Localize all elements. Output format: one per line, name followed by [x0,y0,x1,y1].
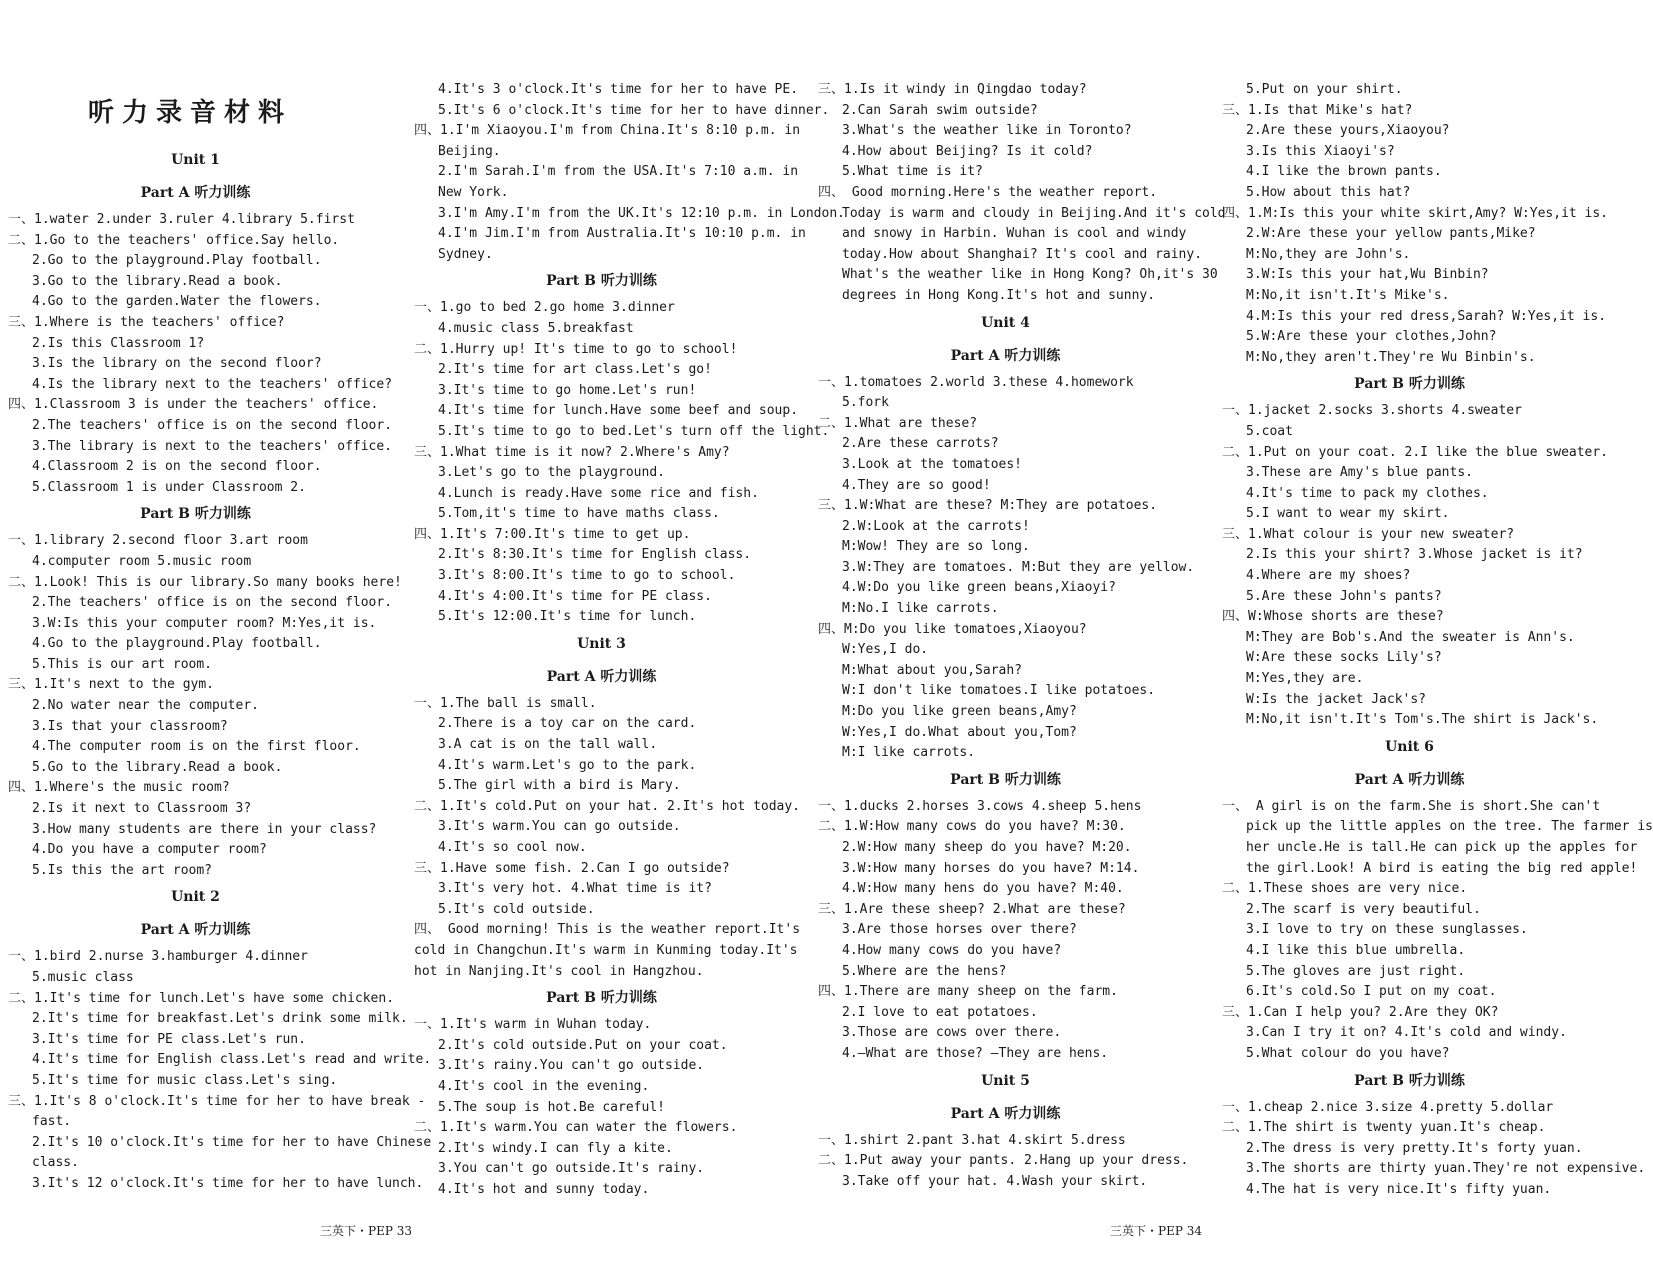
text-line: 三、1.It's next to the gym. [8,677,215,693]
text-line: 4.Lunch is ready.Have some rice and fish. [438,485,759,501]
text-line: 四、 Good morning.Here's the weather report. [818,184,1158,200]
text-line: 4.W:How many hens do you have? M:40. [842,881,1124,897]
unit-heading: Unit 1 [171,152,220,168]
text-line: 二、1.What are these? [818,415,978,431]
text-line: M:I like carrots. [842,745,976,761]
text-line: 5.coat [1246,423,1293,439]
text-line: 2.It's cold outside.Put on your coat. [438,1037,728,1053]
text-line: 4.It's 3 o'clock.It's time for her to have PE. [438,82,799,97]
text-line: 四、1.It's 7:00.It's time to get up. [414,526,691,542]
text-line: 三、1.Have some fish. 2.Can I go outside? [414,860,730,876]
text-line: the girl.Look! A bird is eating the big red apple! [1246,860,1638,876]
text-line: 三、1.What colour is your new sweater? [1222,526,1515,542]
text-line: 一、1.go to bed 2.go home 3.dinner [414,300,675,316]
text-line: 2.The scarf is very beautiful. [1246,901,1481,917]
unit-heading: Unit 6 [1385,738,1434,755]
text-line: 3.How many students are there in your class? [32,821,377,837]
text-line: 5.Put on your shirt. [1246,82,1403,97]
text-line: W:Yes,I do.What about you,Tom? [842,724,1077,740]
text-line: 4.How many cows do you have? [842,942,1062,958]
text-line: 一、1.jacket 2.socks 3.shorts 4.sweater [1222,403,1522,419]
text-line: 2.Is this Classroom 1? [32,335,205,351]
text-line: 2.It's time for breakfast.Let's drink some milk. [32,1011,408,1027]
text-line: Sydney. [438,246,493,262]
text-line: 3.W:How many horses do you have? M:14. [842,860,1140,876]
page-title: 听力录音材料 [88,98,293,128]
text-line: 6.It's cold.So I put on my coat. [1246,984,1497,1000]
part-heading: Part A 听力训练 [950,1105,1061,1122]
text-line: 3.It's 12 o'clock.It's time for her to have lunch. [32,1175,424,1191]
text-line: pick up the little apples on the tree. The farmer is [1246,819,1653,835]
text-line: 2.Are these carrots? [842,436,999,452]
text-line: 二、1.Put away your pants. 2.Hang up your dress. [818,1153,1189,1169]
text-line: 二、1.It's warm.You can water the flowers. [414,1120,738,1136]
text-line: 5.I want to wear my skirt. [1246,506,1450,522]
text-line: 2.Is this your shirt? 3.Whose jacket is it? [1246,547,1583,563]
text-line: 3.It's warm.You can go outside. [438,819,681,835]
text-line: 3.Are those horses over there? [842,922,1077,938]
text-line: 5.Classroom 1 is under Classroom 2. [32,479,306,495]
text-line: Beijing. [438,143,501,159]
text-line: 三、1.Is that Mike's hat? [1222,102,1413,118]
text-line: 5.Tom,it's time to have maths class. [438,506,720,522]
column-4 [1222,80,1653,1201]
text-line: 4.Go to the playground.Play football. [32,636,322,652]
part-heading: Part B 听力训练 [546,990,657,1007]
text-line: 4.It's 4:00.It's time for PE class. [438,588,712,604]
text-line: 5.It's 12:00.It's time for lunch. [438,609,697,625]
text-line: 二、1.The shirt is twenty yuan.It's cheap. [1222,1120,1546,1136]
text-line: 2.W:Look at the carrots! [842,518,1030,534]
text-line: 5.The girl with a bird is Mary. [438,778,681,794]
text-line: 4.It's cool in the evening. [438,1078,650,1094]
text-line: 3.Look at the tomatoes! [842,456,1023,472]
text-line: 5.Is this the art room? [32,862,213,878]
text-line: 2.Is it next to Classroom 3? [32,801,252,817]
text-line: 一、1.library 2.second floor 3.art room [8,533,308,549]
text-line: 3.It's very hot. 4.What time is it? [438,881,712,897]
text-line: 2.The teachers' office is on the second floor. [32,595,393,611]
text-line: 3.The shorts are thirty yuan.They're not expensive. [1246,1161,1646,1177]
text-line: 二、1.Hurry up! It's time to go to school! [414,341,738,357]
unit-heading: Unit 4 [981,314,1030,331]
text-line: 4.W:Do you like green beans,Xiaoyi? [842,580,1116,596]
text-line: 四、1.M:Is this your white skirt,Amy? W:Yes,it is. [1222,205,1609,221]
column-1 [8,80,432,1195]
text-line: hot in Nanjing.It's cool in Hangzhou. [414,963,704,979]
text-line: 5.This is our art room. [32,656,213,672]
text-line: 3.W:Is this your computer room? M:Yes,it is. [32,615,377,631]
text-line: 2.The dress is very pretty.It's forty yuan. [1246,1140,1583,1156]
text-line: 四、1.I'm Xiaoyou.I'm from China.It's 8:10 p.m. in [414,123,801,139]
part-heading: Part A 听力训练 [140,922,251,939]
text-line: 4.It's so cool now. [438,840,587,855]
text-line: 一、 A girl is on the farm.She is short.She can't [1222,798,1601,814]
text-line: cold in Changchun.It's warm in Kunming today.It's [414,942,798,958]
text-line: 3.I love to try on these sunglasses. [1246,922,1528,938]
text-line: M:Yes,they are. [1246,671,1364,687]
text-line: 三、1.Are these sheep? 2.What are these? [818,901,1126,917]
text-line: 一、1.tomatoes 2.world 3.these 4.homework [818,374,1134,390]
text-line: 4.—What are those? —They are hens. [842,1045,1109,1061]
text-line: 四、M:Do you like tomatoes,Xiaoyou? [818,621,1087,637]
text-line: 二、1.It's cold.Put on your hat. 2.It's hot today. [414,798,801,814]
text-line: 4.It's hot and sunny today. [438,1181,650,1197]
text-line: W:Are these socks Lily's? [1246,650,1442,666]
text-line: 2.I love to eat potatoes. [842,1004,1038,1020]
text-line: 3.It's 8:00.It's time to go to school. [438,568,736,584]
text-line: 3.Take off your hat. 4.Wash your skirt. [842,1173,1148,1189]
text-line: class. [32,1155,79,1171]
text-line: 5.It's cold outside. [438,901,595,917]
text-line: 3.Let's go to the playground. [438,465,665,481]
text-line: 3.Is the library on the second floor? [32,356,322,372]
text-line: 5.music class [32,970,134,985]
text-line: 四、W:Whose shorts are these? [1222,609,1444,625]
unit-heading: Unit 3 [577,635,626,652]
unit-heading: Unit 5 [981,1072,1030,1089]
text-line: 三、1.W:What are these? M:They are potatoes. [818,498,1158,514]
text-line: degrees in Hong Kong.It's hot and sunny. [842,287,1156,303]
text-line: M:No,they aren't.They're Wu Binbin's. [1246,349,1536,365]
text-line: today.How about Shanghai? It's cool and rainy. [842,246,1203,262]
text-line: 2.It's 8:30.It's time for English class. [438,547,752,563]
text-line: 一、1.bird 2.nurse 3.hamburger 4.dinner [8,949,308,965]
text-line: 二、1.W:How many cows do you have? M:30. [818,819,1126,835]
text-line: 3.W:Is this your hat,Wu Binbin? [1246,267,1489,283]
text-line: 5.It's time to go to bed.Let's turn off the light. [438,423,830,439]
text-line: 3.What's the weather like in Toronto? [842,123,1132,139]
text-line: 5.It's 6 o'clock.It's time for her to have dinner. [438,102,830,118]
text-line: 3.A cat is on the tall wall. [438,737,658,753]
text-line: 四、1.Classroom 3 is under the teachers' office. [8,397,379,413]
text-line: 3.Is that your classroom? [32,718,228,734]
text-line: 3.You can't go outside.It's rainy. [438,1161,705,1177]
text-line: 三、1.Where is the teachers' office? [8,314,285,330]
text-line: Today is warm and cloudy in Beijing.And it's cold [842,205,1226,221]
text-line: 4.M:Is this your red dress,Sarah? W:Yes,it is. [1246,308,1607,324]
part-heading: Part B 听力训练 [1354,376,1465,393]
text-line: 4.It's warm.Let's go to the park. [438,757,697,773]
text-line: 2.W:How many sheep do you have? M:20. [842,840,1132,855]
text-line: 2.It's windy.I can fly a kite. [438,1140,673,1156]
text-line: 4.Go to the garden.Water the flowers. [32,294,322,310]
text-line: 三、1.Can I help you? 2.Are they OK? [1222,1004,1499,1020]
text-line: 2.The teachers' office is on the second floor. [32,417,393,433]
text-line: 2.I'm Sarah.I'm from the USA.It's 7:10 a.m. in [438,164,799,180]
text-line: 2.W:Are these your yellow pants,Mike? [1246,226,1536,242]
text-line: 2.Can Sarah swim outside? [842,102,1038,118]
text-line: 4.They are so good! [842,477,991,493]
text-line: New York. [438,184,509,200]
part-heading: Part B 听力训练 [1354,1072,1465,1089]
text-line: M:What about you,Sarah? [842,662,1023,678]
text-line: 5.Are these John's pants? [1246,588,1442,604]
part-heading: Part B 听力训练 [140,506,251,523]
text-line: 3.It's time for PE class.Let's run. [32,1031,306,1047]
part-heading: Part A 听力训练 [1354,771,1465,788]
text-line: W:Yes,I do. [842,642,929,658]
text-line: 三、1.What time is it now? 2.Where's Amy? [414,444,730,460]
text-line: 二、1.Put on your coat. 2.I like the blue sweater. [1222,444,1609,460]
text-line: 5.What colour do you have? [1246,1045,1450,1061]
text-line: 一、1.It's warm in Wuhan today. [414,1017,652,1033]
text-line: 5.It's time for music class.Let's sing. [32,1072,338,1088]
part-heading: Part A 听力训练 [950,347,1061,364]
text-line: 四、1.Where's the music room? [8,780,230,796]
text-line: 3.The library is next to the teachers' office. [32,438,393,454]
text-line: 一、1.ducks 2.horses 3.cows 4.sheep 5.hens [818,798,1142,814]
text-line: 3.These are Amy's blue pants. [1246,465,1473,481]
text-line: 2.There is a toy car on the card. [438,716,697,732]
text-line: 5.What time is it? [842,164,983,180]
text-line: 3.W:They are tomatoes. M:But they are yellow. [842,559,1195,575]
text-line: 4.It's time for lunch.Have some beef and soup. [438,403,799,419]
text-line: 4.I'm Jim.I'm from Australia.It's 10:10 p.m. in [438,226,806,242]
text-line: and snowy in Harbin. Wuhan is cool and windy [842,226,1187,242]
text-line: 2.It's time for art class.Let's go! [438,362,712,378]
text-line: 三、1.Is it windy in Qingdao today? [818,82,1087,97]
text-line: 4.How about Beijing? Is it cold? [842,143,1093,159]
text-line: M:Wow! They are so long. [842,539,1030,555]
text-line: 5.fork [842,395,889,411]
column-3 [818,80,1226,1192]
text-line: 2.It's 10 o'clock.It's time for her to have Chinese [32,1134,432,1150]
text-line: M:No.I like carrots. [842,601,999,617]
text-line: 四、1.There are many sheep on the farm. [818,984,1118,1000]
text-line: 4.I like the brown pants. [1246,164,1442,180]
text-line: What's the weather like in Hong Kong? Oh,it's 30 [842,267,1218,283]
text-line: 5.W:Are these your clothes,John? [1246,329,1497,345]
text-line: 4.Where are my shoes? [1246,568,1411,584]
text-line: 2.No water near the computer. [32,698,259,714]
text-line: 4.It's time to pack my clothes. [1246,485,1489,501]
text-line: 4.Is the library next to the teachers' office? [32,376,393,392]
part-heading: Part A 听力训练 [546,668,657,685]
text-line: M:They are Bob's.And the sweater is Ann's. [1246,629,1575,645]
page-footer-left: 三英下・PEP 33 [320,1224,412,1238]
part-heading: Part A 听力训练 [140,185,251,201]
text-line: 3.Those are cows over there. [842,1025,1062,1041]
text-line: 四、 Good morning! This is the weather report.It's [414,922,801,938]
text-line: 3.Go to the library.Read a book. [32,273,283,289]
text-line: 二、1.Go to the teachers' office.Say hello. [8,232,340,248]
unit-heading: Unit 2 [171,889,220,906]
text-line: M:Do you like green beans,Amy? [842,704,1077,720]
text-line: 4.The hat is very nice.It's fifty yuan. [1246,1181,1552,1197]
text-line: 5.The soup is hot.Be careful! [438,1099,665,1115]
text-line: 一、1.water 2.under 3.ruler 4.library 5.first [8,212,355,227]
text-line: 5.How about this hat? [1246,184,1411,200]
text-line: 3.Is this Xiaoyi's? [1246,143,1395,159]
text-line: W:I don't like tomatoes.I like potatoes. [842,683,1156,699]
text-line: M:No,they are John's. [1246,246,1411,262]
text-line: 3.Can I try it on? 4.It's cold and windy. [1246,1025,1567,1041]
text-line: 二、1.Look! This is our library.So many books here! [8,574,402,590]
text-line: 3.I'm Amy.I'm from the UK.It's 12:10 p.m. in London. [438,205,845,221]
text-line: her uncle.He is tall.He can pick up the apples for [1246,840,1638,855]
text-line: 4.The computer room is on the first floor. [32,739,361,755]
text-line: 5.Where are the hens? [842,963,1007,979]
text-line: 5.The gloves are just right. [1246,963,1466,979]
text-line: 4.music class 5.breakfast [438,320,634,336]
text-line: 4.It's time for English class.Let's read and write. [32,1052,432,1068]
text-line: 4.computer room 5.music room [32,553,252,569]
text-line: 一、1.cheap 2.nice 3.size 4.pretty 5.dollar [1222,1099,1554,1115]
text-line: M:No,it isn't.It's Mike's. [1246,287,1450,303]
text-line: 4.Classroom 2 is on the second floor. [32,459,322,475]
text-line: fast. [32,1114,72,1130]
text-line: 二、1.These shoes are very nice. [1222,881,1468,897]
column-2 [414,80,845,1201]
text-line: 一、1.shirt 2.pant 3.hat 4.skirt 5.dress [818,1132,1126,1148]
text-line: 4.Do you have a computer room? [32,842,267,858]
text-line: 一、1.The ball is small. [414,695,597,711]
text-line: 5.Go to the library.Read a book. [32,759,283,775]
page-footer-right: 三英下・PEP 34 [1110,1224,1202,1238]
text-line: 3.It's time to go home.Let's run! [438,382,697,398]
text-line: 3.It's rainy.You can't go outside. [438,1058,705,1074]
text-line: 2.Go to the playground.Play football. [32,253,322,269]
text-line: 4.I like this blue umbrella. [1246,942,1466,958]
text-line: M:No,it isn't.It's Tom's.The shirt is Jack's. [1246,712,1599,728]
text-line: 2.Are these yours,Xiaoyou? [1246,123,1450,139]
part-heading: Part B 听力训练 [950,771,1061,788]
text-line: 三、1.It's 8 o'clock.It's time for her to have break - [8,1093,426,1109]
text-line: W:Is the jacket Jack's? [1246,691,1427,707]
text-line: 二、1.It's time for lunch.Let's have some chicken. [8,990,395,1006]
part-heading: Part B 听力训练 [546,273,657,290]
